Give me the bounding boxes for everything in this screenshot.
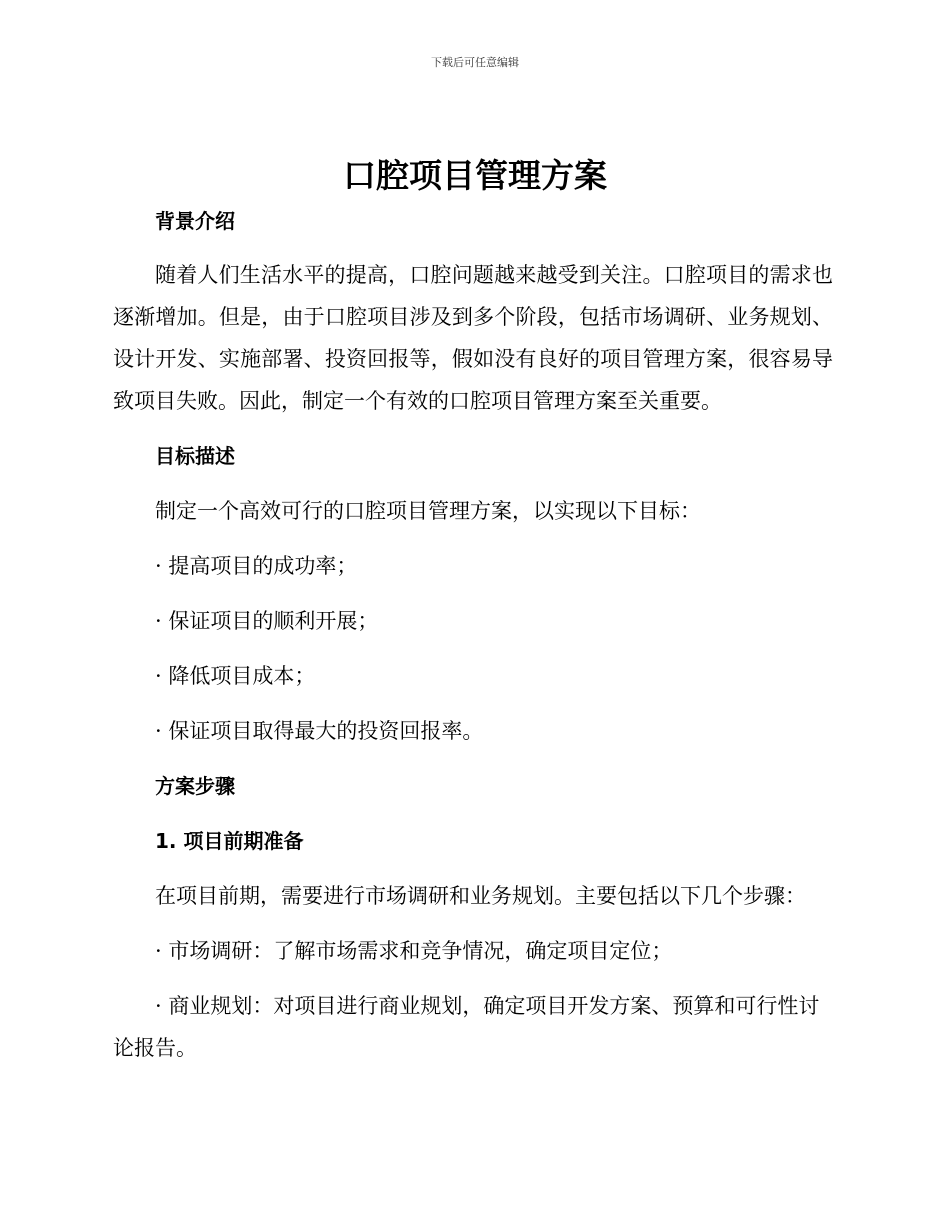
document-title: 口腔项目管理方案 [343, 156, 607, 195]
goal-item: · 保证项目的顺利开展； [155, 609, 379, 633]
goal-item: · 提高项目的成功率； [155, 554, 358, 578]
goal-item: · 保证项目取得最大的投资回报率。 [155, 719, 484, 743]
goal-item: · 降低项目成本； [155, 664, 316, 688]
document-body [113, 200, 833, 1069]
section-heading-steps: 方案步骤 [155, 774, 235, 798]
section-heading-goals: 目标描述 [155, 444, 235, 468]
preparation-intro: 在项目前期，需要进行市场调研和业务规划。主要包括以下几个步骤： [155, 884, 806, 908]
goals-intro: 制定一个高效可行的口腔项目管理方案，以实现以下目标： [155, 499, 701, 523]
background-paragraph: 随着人们生活水平的提高，口腔问题越来越受到关注。口腔项目的需求也逐渐增加。但是，由于口腔项目涉及到多个阶段，包括市场调研、业务规划、设计开发、实施部署、投资回报等，假如没有良好的项目管理方案，很容易导致项目失败。因此，制定一个有效的口腔项目管理方案至关重要。 [113, 263, 833, 413]
section-heading-background: 背景介绍 [155, 209, 235, 233]
header-note: 下载后可任意编辑 [431, 56, 519, 69]
step-item: · 商业规划：对项目进行商业规划，确定项目开发方案、预算和可行性讨论报告。 [113, 994, 820, 1060]
subsection-heading-preparation: 1. 项目前期准备 [155, 829, 304, 853]
step-item: · 市场调研：了解市场需求和竞争情况，确定项目定位； [155, 939, 673, 963]
